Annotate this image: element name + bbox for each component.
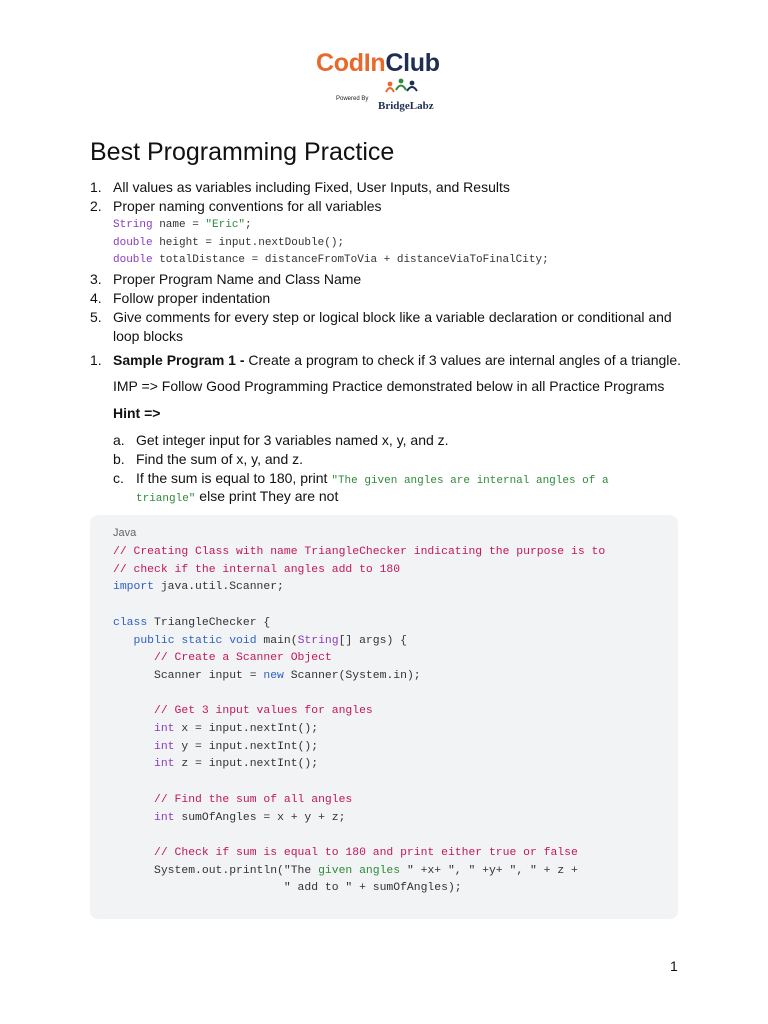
codinclub-logo [316,48,454,112]
code-line: int y = input.nextInt(); [154,740,319,753]
code-line [113,686,605,704]
practices-list [90,178,686,346]
bridgelabz-figures-icon [384,78,424,100]
code-line: import java.util.Scanner; [113,581,284,594]
code-line: // check if the internal angles add to 180 [113,563,401,576]
code-line [113,827,605,845]
hint-item: c. If the sum is equal to 180, print "The given angles are internal angles of a [113,470,609,487]
page-title: Best Programming Practice [90,138,395,166]
code-line: System.out.println("The given angles " +x+ ", " +y+ ", " + z + [113,864,578,877]
list-item: 1. All values as variables including Fixed, User Inputs, and Results [90,179,510,195]
code-line: // Create a Scanner Object [154,652,332,665]
code-line: int sumOfAngles = x + y + z; [154,811,346,824]
powered-by-label: Powered By [336,96,369,102]
code-line: Scanner input = new Scanner(System.in); [113,669,421,682]
hint-item: a. Get integer input for 3 variables named x, y, and z. [113,432,449,448]
code-line: // Get 3 input values for angles [154,705,373,718]
list-item: 5. Give comments for every step or logical block like a variable declaration or conditional and loop blocks [90,308,672,344]
code-block [90,515,678,919]
code-line [113,597,605,615]
imp-note: IMP => Follow Good Programming Practice demonstrated below in all Practice Programs [113,378,665,394]
code-line: public static void main(String[] args) { [133,634,407,647]
list-item: 3. Proper Program Name and Class Name [90,270,362,287]
code-line: int z = input.nextInt(); [154,758,319,771]
list-item: 4. Follow proper indentation [90,289,271,306]
code-language-label: Java [113,527,137,539]
hint-item: b. Find the sum of x, y, and z. [113,451,304,467]
bridgelabz-wordmark: BridgeLabz [378,100,434,112]
code-line: // Creating Class with name TriangleChecker indicating the purpose is to [113,546,606,558]
hint-item-continued: triangle" else print They are not [136,488,339,505]
code-line [113,774,605,792]
code-line: // Find the sum of all angles [154,793,353,806]
naming-example-code: String name = "Eric"; double height = input.nextDouble(); double totalDistance = distanceFromToVia + distanceViaToFinalCity; [113,219,549,266]
code-line: // Check if sum is equal to 180 and print either true or false [154,846,578,859]
hint-heading: Hint => [113,405,161,421]
page-number: 1 [670,958,678,974]
list-item: 2. Proper naming conventions for all variables String name = "Eric"; double height = input.nextDouble(); double totalDistance = distanceFromToVia + distanceViaToFinalCity; [90,197,686,270]
logo-wordmark: CodInClub [316,49,440,77]
code-lines [113,544,605,898]
code-line: " add to " + sumOfAngles); [113,882,462,895]
code-line: class TriangleChecker { [113,616,271,629]
code-line: int x = input.nextInt(); [154,723,319,736]
